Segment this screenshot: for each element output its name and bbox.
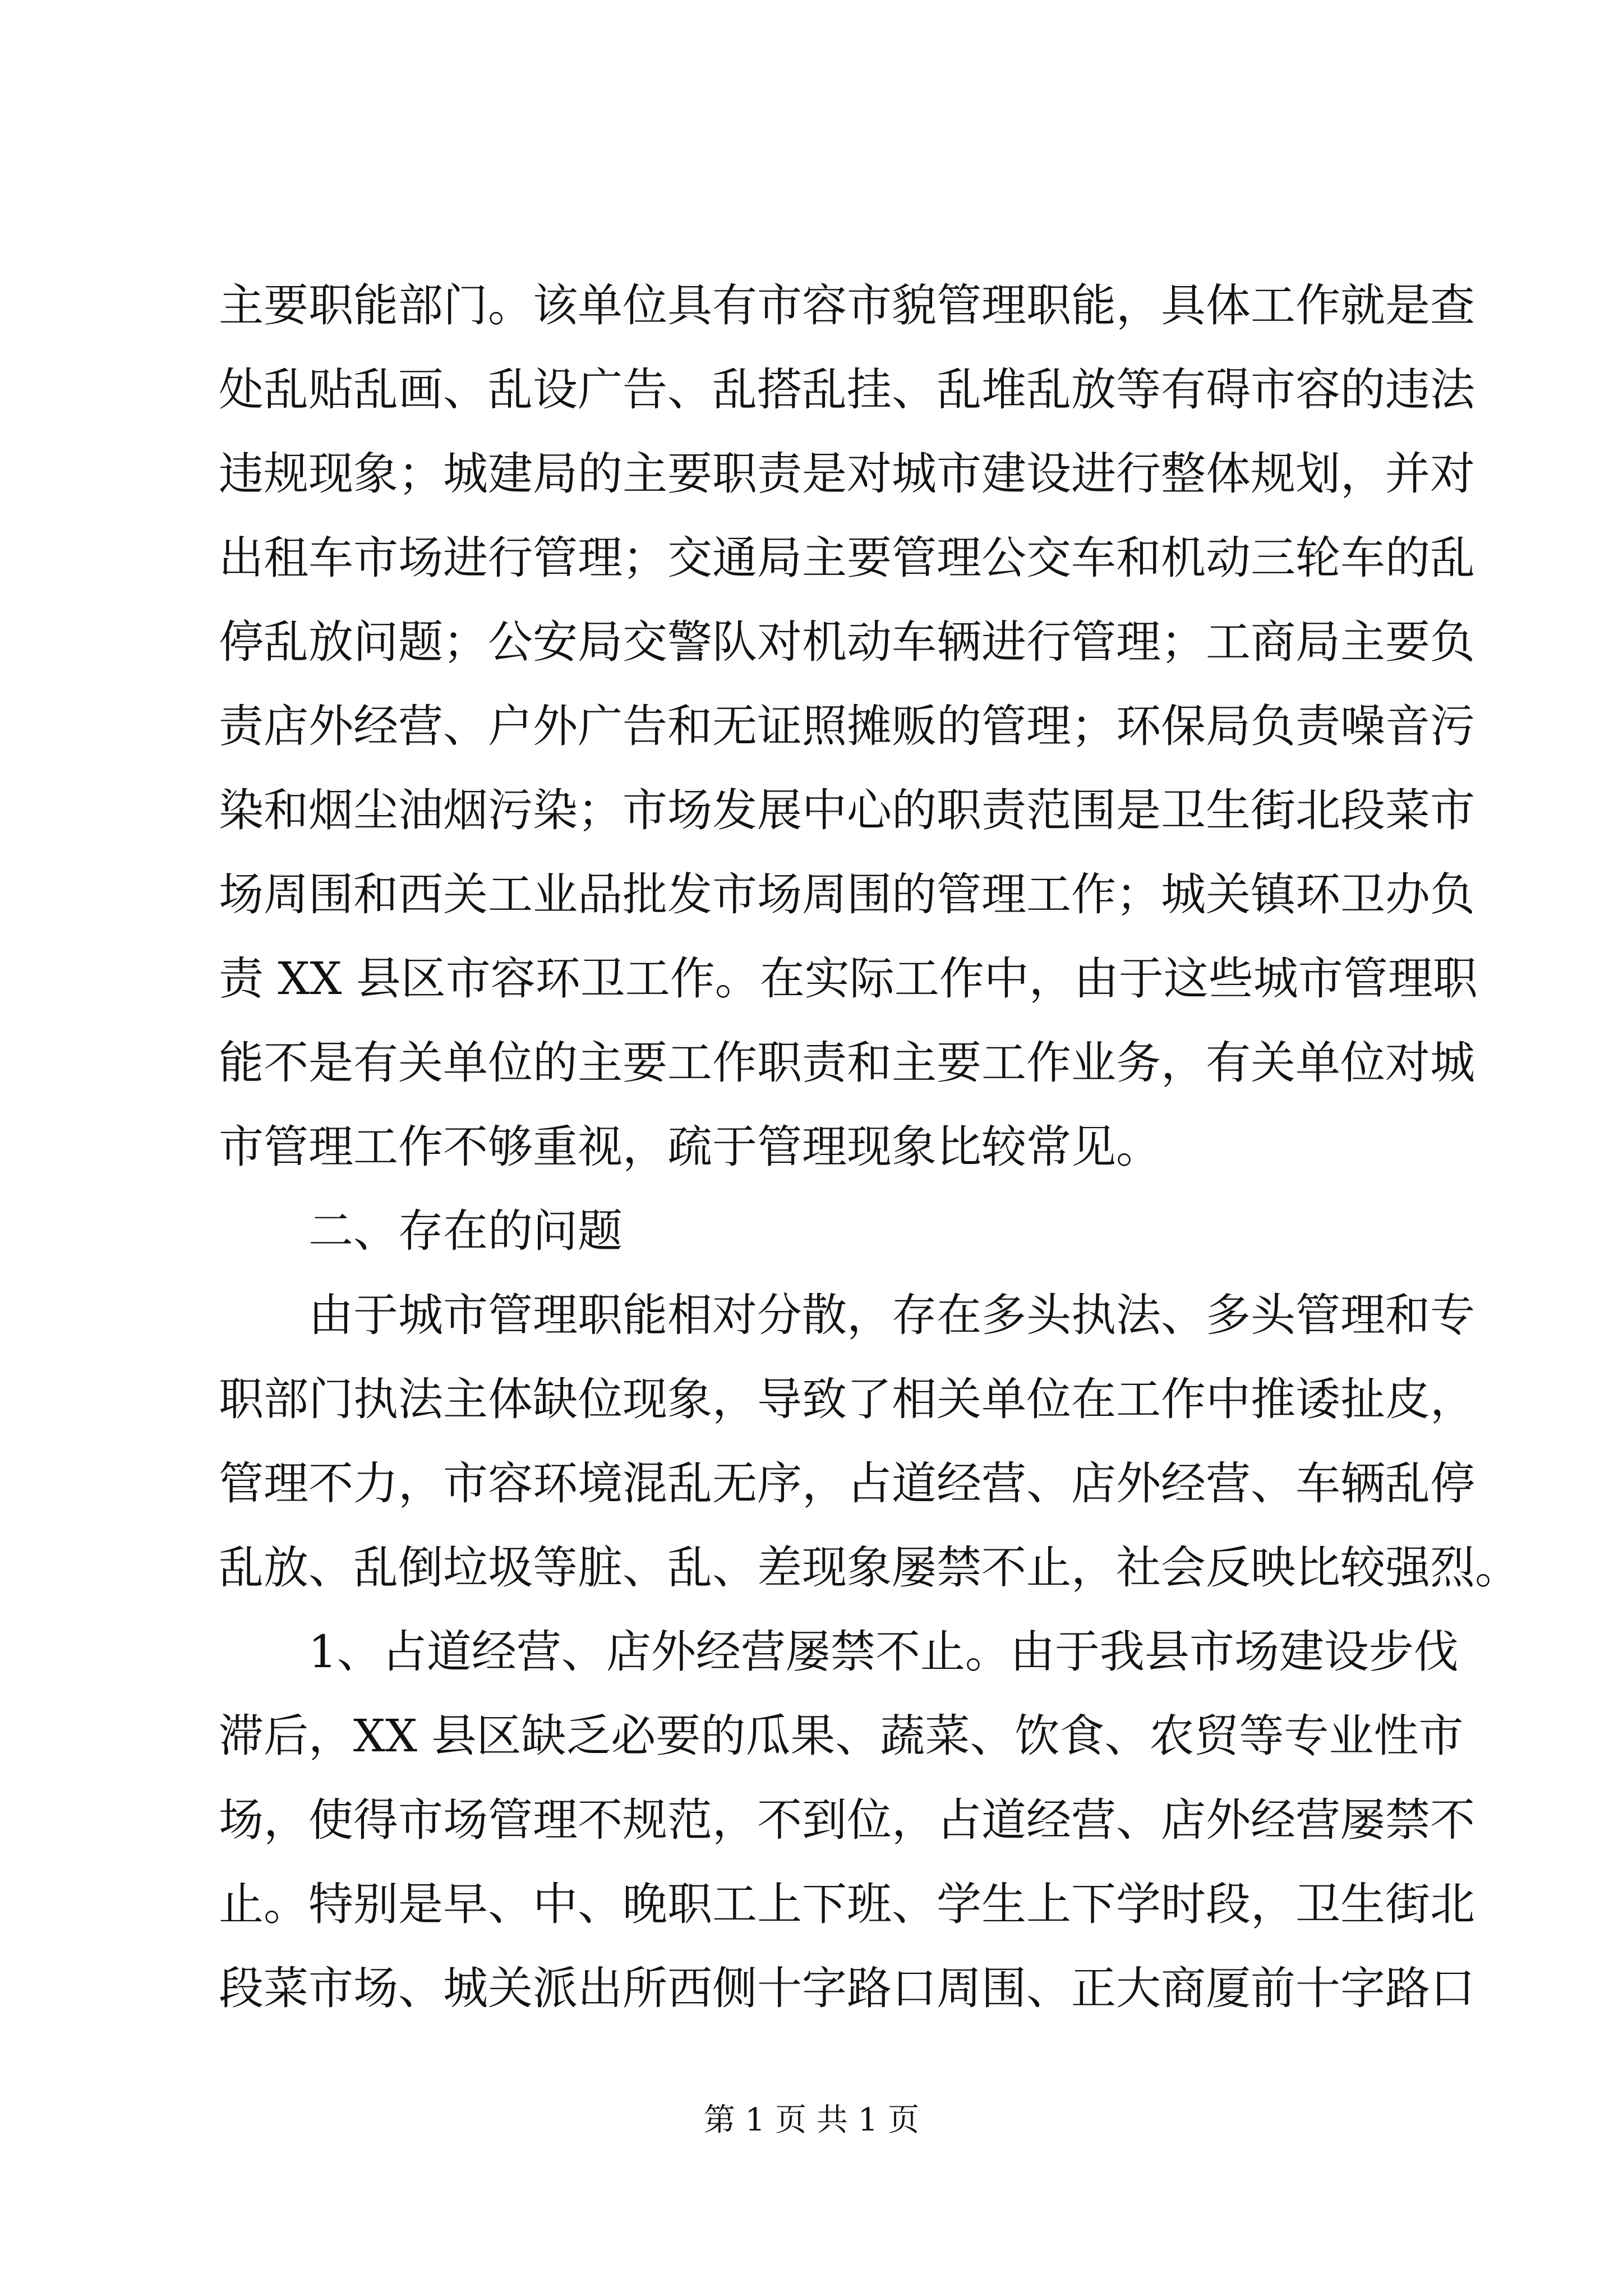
text-line: 滞后，XX 县区缺乏必要的瓜果、蔬菜、饮食、农贸等专业性市 [219,1710,1464,1762]
text-line: 停乱放问题；公安局交警队对机动车辆进行管理；工商局主要负 [219,616,1475,668]
text-line: 管理不力，市容环境混乱无序，占道经营、店外经营、车辆乱停 [219,1457,1475,1510]
text-line: 违规现象；城建局的主要职责是对城市建设进行整体规划，并对 [219,448,1475,500]
text-line: 市管理工作不够重视，疏于管理现象比较常见。 [219,1121,1161,1173]
text-line: 乱放、乱倒垃圾等脏、乱、差现象屡禁不止，社会反映比较强烈。 [219,1542,1520,1594]
text-line: 场，使得市场管理不规范，不到位，占道经营、店外经营屡禁不 [219,1794,1475,1846]
text-line: 出租车市场进行管理；交通局主要管理公交车和机动三轮车的乱 [219,532,1475,584]
text-line: 处乱贴乱画、乱设广告、乱搭乱挂、乱堆乱放等有碍市容的违法 [219,364,1475,416]
text-line: 能不是有关单位的主要工作职责和主要工作业务，有关单位对城 [219,1037,1475,1089]
text-line: 职部门执法主体缺位现象，导致了相关单位在工作中推诿扯皮， [219,1373,1475,1425]
text-line: 二、存在的问题 [308,1205,623,1257]
text-line: 责店外经营、户外广告和无证照摊贩的管理；环保局负责噪音污 [219,700,1475,752]
text-line: 场周围和西关工业品批发市场周围的管理工作；城关镇环卫办负 [219,868,1475,921]
text-line: 责 XX 县区市容环卫工作。在实际工作中，由于这些城市管理职 [219,953,1478,1005]
text-line: 1、占道经营、店外经营屡禁不止。由于我县市场建设步伐 [308,1626,1459,1678]
document-body [219,264,1520,2031]
page-footer: 第 1 页 共 1 页 [703,2102,920,2138]
text-line: 段菜市场、城关派出所西侧十字路口周围、正大商厦前十字路口 [219,1962,1475,2014]
text-line: 由于城市管理职能相对分散，存在多头执法、多头管理和专 [308,1289,1475,1341]
text-line: 止。特别是早、中、晚职工上下班、学生上下学时段，卫生街北 [219,1878,1475,1930]
text-line: 染和烟尘油烟污染；市场发展中心的职责范围是卫生街北段菜市 [219,784,1475,836]
text-line: 主要职能部门。该单位具有市容市貌管理职能，具体工作就是查 [219,279,1475,332]
